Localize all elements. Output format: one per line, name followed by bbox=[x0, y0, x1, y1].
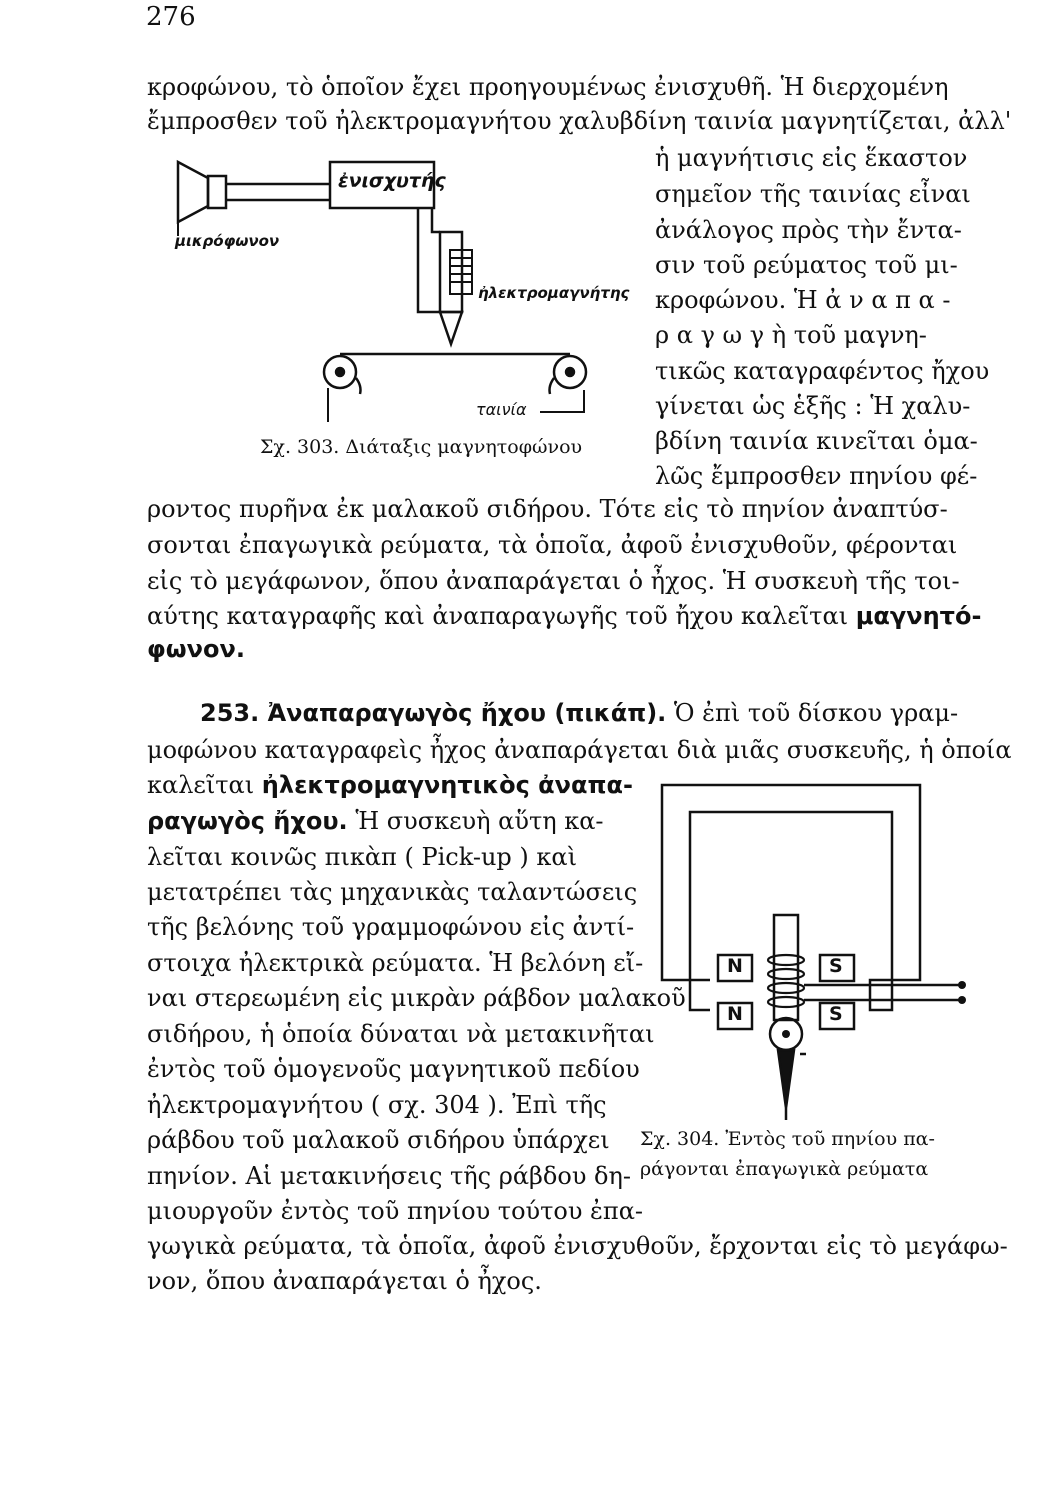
text-span: καλεῖται bbox=[147, 771, 255, 799]
text-line: σιν τοῦ ρεύματος τοῦ μι- bbox=[655, 251, 958, 279]
text-line: ναι στερεωμένη εἰς μικρὰν ράβδον μαλακοῦ bbox=[147, 984, 686, 1012]
text-line: στοιχα ἠλεκτρικὰ ρεύματα. Ἡ βελόνη εἴ- bbox=[147, 949, 644, 977]
text-line: ράβδου τοῦ μαλακοῦ σιδήρου ὑπάρχει bbox=[147, 1126, 610, 1154]
text-line: πηνίον. Αἱ μετακινήσεις τῆς ράβδου δη- bbox=[147, 1162, 631, 1190]
text-line: ροντος πυρῆνα ἐκ μαλακοῦ σιδήρου. Τότε εἰς τὸ πηνίον ἀναπτύσ- bbox=[147, 495, 948, 523]
text-line: τικῶς καταγραφέντος ἤχου bbox=[655, 357, 990, 385]
text-line: κροφώνου, τὸ ὁποῖον ἔχει προηγουμένως ἐνισχυθῆ. Ἡ διερχομένη bbox=[147, 73, 949, 101]
pole-label-s: S bbox=[829, 955, 843, 977]
text-line: μετατρέπει τὰς μηχανικὰς ταλαντώσεις bbox=[147, 878, 638, 906]
section-heading: 253. Ἀναπαραγωγὸς ἤχου (πικάπ). bbox=[200, 699, 667, 727]
terminal-dot bbox=[958, 996, 966, 1004]
text-line: λεῖται κοινῶς πικὰπ ( Pick-up ) καὶ bbox=[147, 843, 578, 871]
text-span: Ἡ συσκευὴ αὕτη κα- bbox=[355, 807, 604, 835]
term-bold: φωνον. bbox=[147, 635, 245, 663]
needle bbox=[778, 1050, 794, 1108]
pole-label-n: N bbox=[727, 1003, 743, 1025]
figure-303-caption: Σχ. 303. Διάταξις μαγνητοφώνου bbox=[260, 436, 583, 458]
text-line: ἀνάλογος πρὸς τὴν ἔντα- bbox=[655, 216, 962, 244]
text-line: σημεῖον τῆς ταινίας εἶναι bbox=[655, 180, 971, 208]
label-tape: ταινία bbox=[476, 400, 527, 419]
text-line: ἔμπροσθεν τοῦ ἠλεκτρομαγνήτου χαλυβδίνη ταινία μαγνητίζεται, ἀλλ' bbox=[147, 107, 1012, 135]
text-line: ἠλεκτρομαγνήτου ( σχ. 304 ). Ἐπὶ τῆς bbox=[147, 1091, 607, 1119]
label-electromagnet: ἠλεκτρομαγνήτης bbox=[478, 284, 630, 302]
figure-304-caption-line1: Σχ. 304. Ἐντὸς τοῦ πηνίου πα- bbox=[640, 1128, 935, 1150]
text-line: λῶς ἔμπροσθεν πηνίου φέ- bbox=[655, 462, 978, 490]
text-line: γίνεται ὡς ἑξῆς : Ἡ χαλυ- bbox=[655, 392, 971, 420]
text-line: ρ α γ ω γ ὴ τοῦ μαγνη- bbox=[655, 321, 927, 349]
page-number: 276 bbox=[146, 2, 196, 32]
text-line: σονται ἐπαγωγικὰ ρεύματα, τὰ ὁποῖα, ἀφοῦ ἐνισχυθοῦν, φέρονται bbox=[147, 531, 958, 559]
term-bold: μαγνητό- bbox=[855, 602, 982, 630]
text-line: σιδήρου, ἡ ὁποία δύναται νὰ μετακινῆται bbox=[147, 1020, 655, 1048]
magnet-frame bbox=[662, 785, 920, 1010]
text-line: μιουργοῦν ἐντὸς τοῦ πηνίου τούτου ἐπα- bbox=[147, 1197, 644, 1225]
text-span: Ὁ ἐπὶ τοῦ δίσκου γραμ- bbox=[673, 699, 959, 727]
text-line: ἐντὸς τοῦ ὁμογενοῦς μαγνητικοῦ πεδίου bbox=[147, 1055, 640, 1083]
text-line: μοφώνου καταγραφεὶς ἦχος ἀναπαράγεται διὰ μιᾶς συσκευῆς, ἡ ὁποία bbox=[147, 736, 1012, 764]
text-line: ἡ μαγνήτισις εἰς ἕκαστον bbox=[655, 144, 968, 172]
term-bold: ἠλεκτρομαγνητικὸς ἀναπα- bbox=[261, 771, 633, 799]
label-microphone: μικρόφωνον bbox=[175, 232, 280, 250]
label-amplifier: ἐνισχυτής bbox=[338, 170, 446, 192]
figure-304-caption-line2: ράγονται ἐπαγωγικὰ ρεύματα bbox=[640, 1158, 929, 1180]
iron-rod bbox=[774, 915, 798, 1020]
term-bold: ραγωγὸς ἤχου. bbox=[147, 807, 348, 835]
text-line: κροφώνου. Ἡ ἀ ν α π α - bbox=[655, 286, 951, 314]
pole-label-n: N bbox=[727, 955, 743, 977]
text-line: γωγικὰ ρεύματα, τὰ ὁποῖα, ἀφοῦ ἐνισχυθοῦν, ἔρχονται εἰς τὸ μεγάφω- bbox=[147, 1232, 1008, 1260]
text-line: νον, ὅπου ἀναπαράγεται ὁ ἦχος. bbox=[147, 1267, 542, 1295]
text-line: εἰς τὸ μεγάφωνον, ὅπου ἀναπαράγεται ὁ ἦχος. Ἡ συσκευὴ τῆς τοι- bbox=[147, 567, 960, 595]
text-line: τῆς βελόνης τοῦ γραμμοφώνου εἰς ἀντί- bbox=[147, 913, 635, 941]
text-line: βδίνη ταινία κινεῖται ὁμα- bbox=[655, 427, 978, 455]
text-span: αύτης καταγραφῆς καὶ ἀναπαραγωγῆς τοῦ ἤχου καλεῖται bbox=[147, 602, 849, 630]
terminal-dot bbox=[958, 981, 966, 989]
pole-label-s: S bbox=[829, 1003, 843, 1025]
